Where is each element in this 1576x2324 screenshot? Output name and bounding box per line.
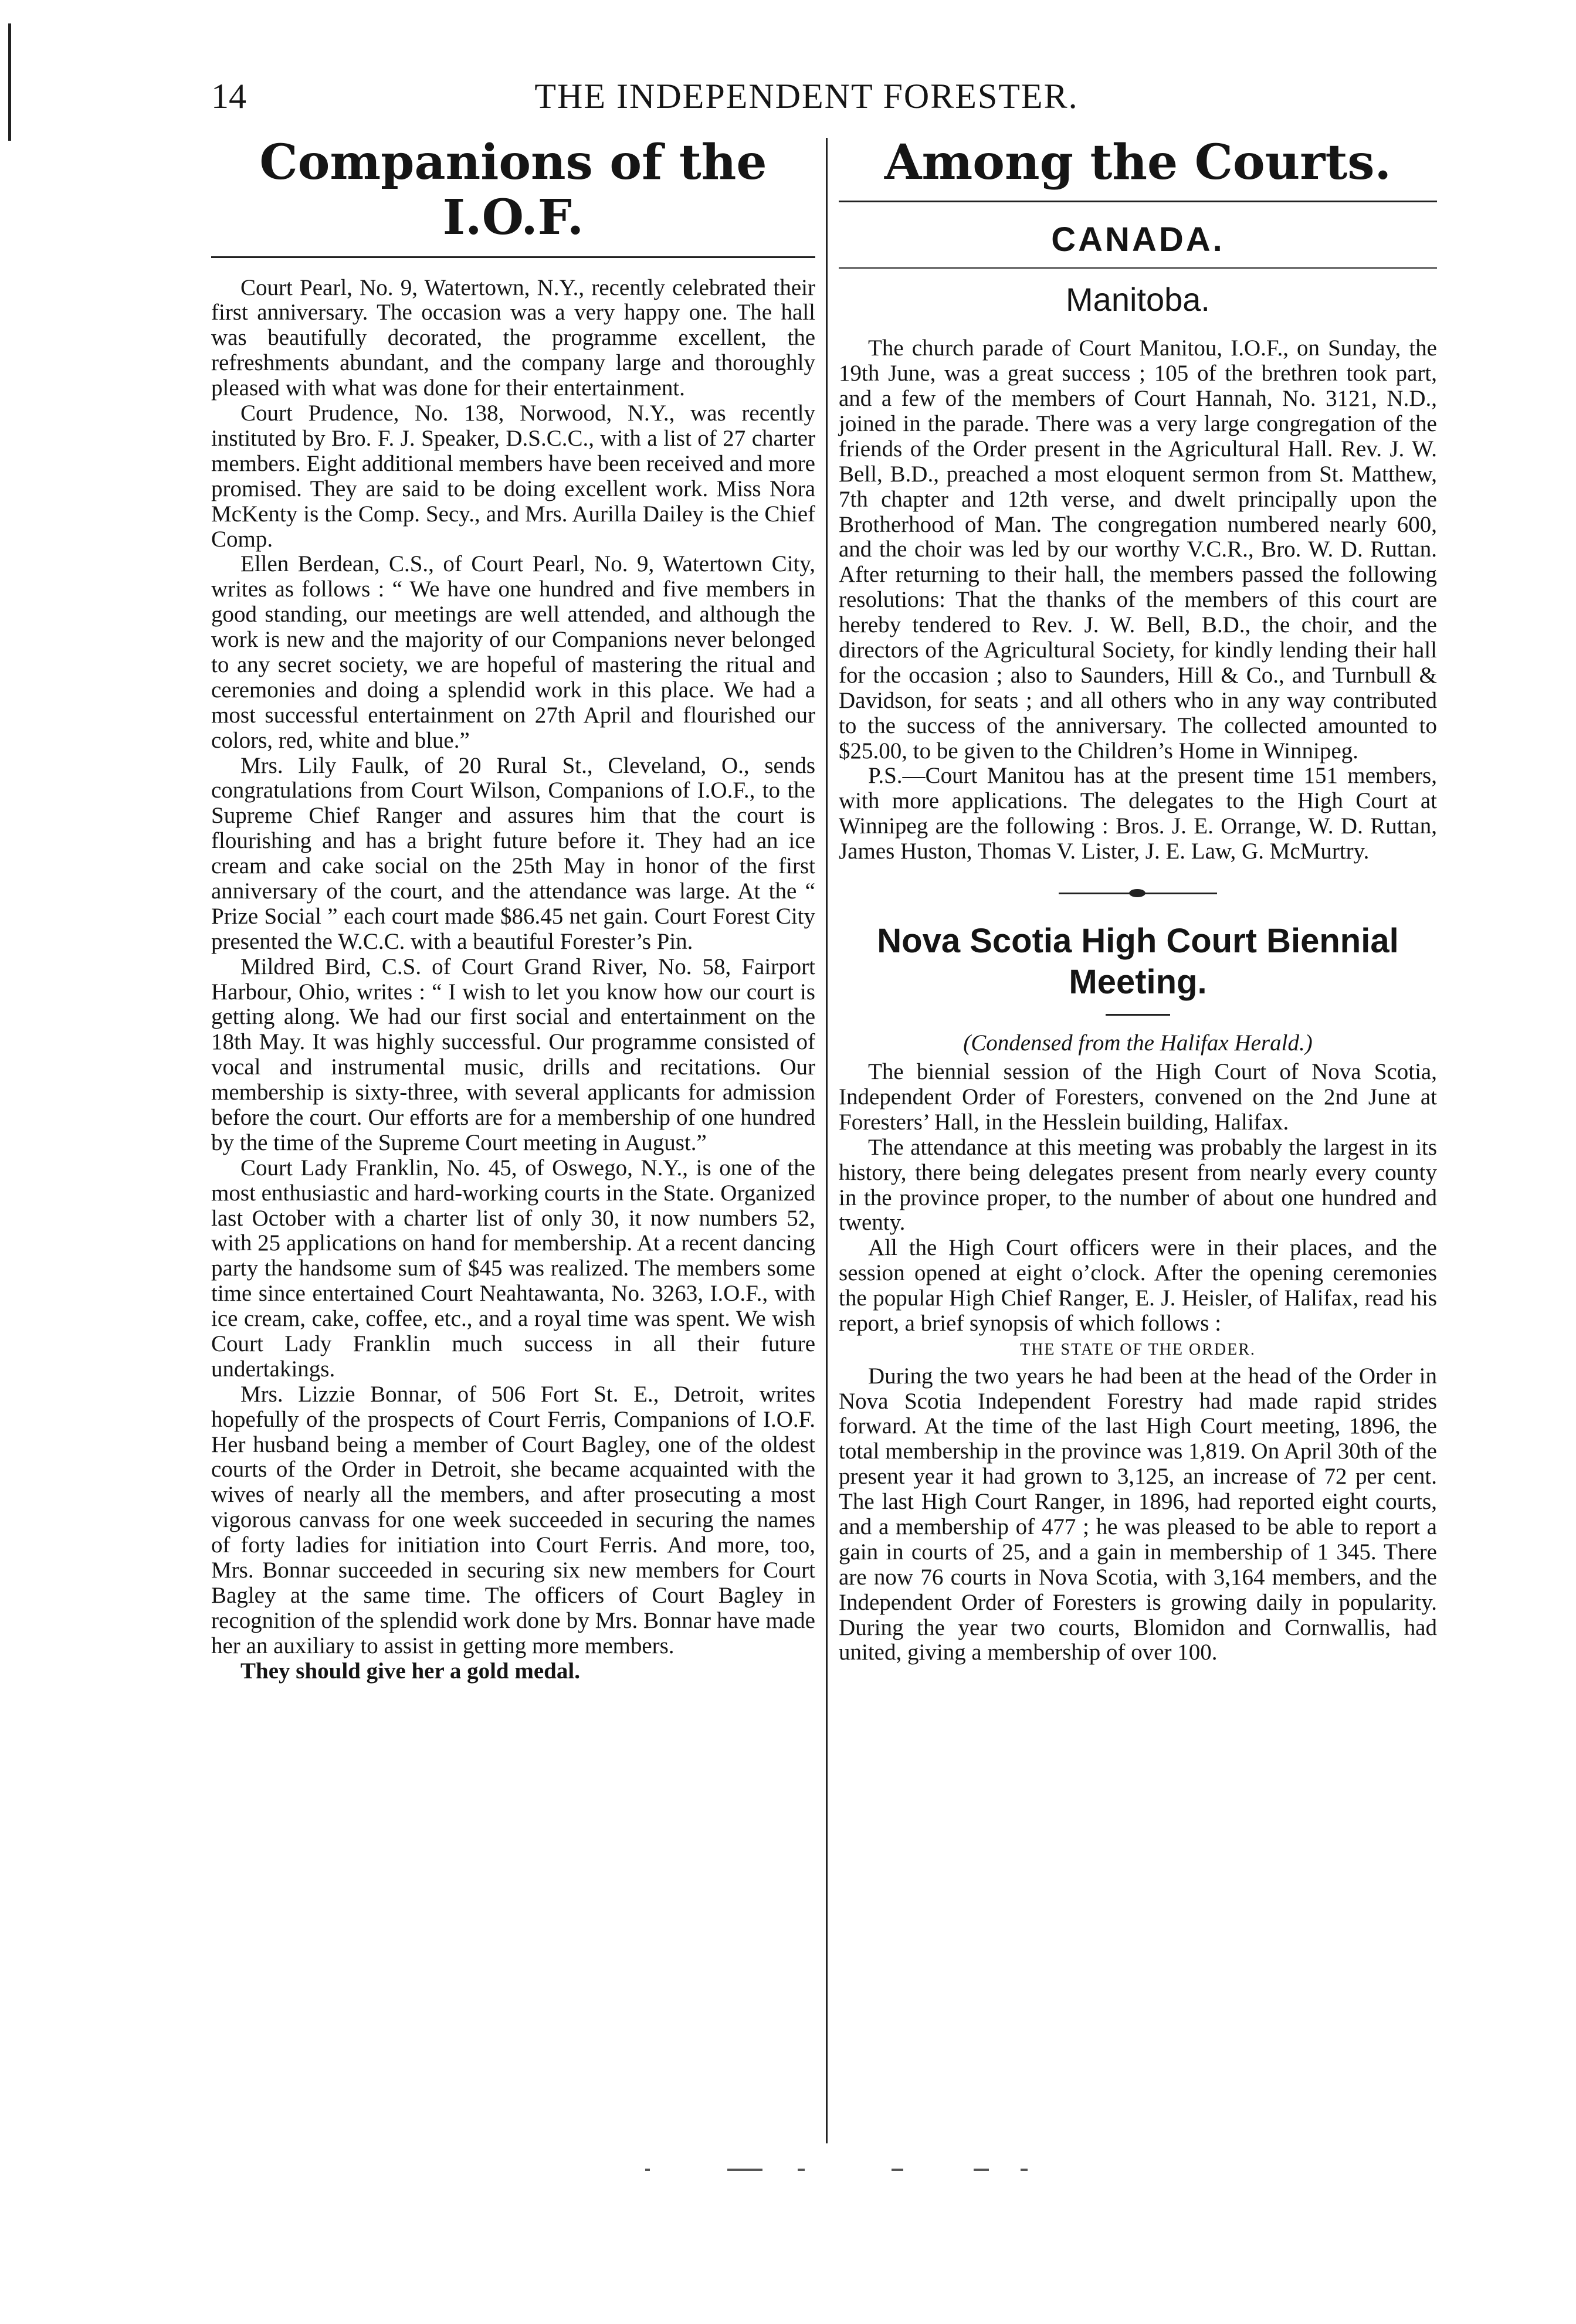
left-column <box>211 135 815 1684</box>
source-credit: (Condensed from the Halifax Herald.) <box>963 1030 1313 1056</box>
subheading-state-of-order: THE STATE OF THE ORDER. <box>1020 1340 1256 1359</box>
ornamental-divider <box>1059 889 1217 897</box>
article-paragraph: The church parade of Court Manitou, I.O.F., on Sunday, the 19th June, was a great success ; 105 of the brethren took part, and a few of the members of Court Hannah, No. 3121, N.D., joined in the parade. There was a very large congregation of the friends of the Order present in the Agricultural Hall. Rev. J. W. Bell, B.D., preached a most eloquent sermon from St. Matthew, 7th chapter and 12th verse, and dwelt principally upon the Brotherhood of Man. The congregation numbered nearly 600, and the choir was led by our worthy V.C.R., Bro. W. D. Ruttan. After returning to their hall, the members passed the following resolutions: That the thanks of the members of this court are hereby tendered to Rev. J. W. Bell, B.D., the choir, and the directors of the Agricultural Society, for kindly lending their hall for the occasion ; also to Saunders, Hill & Co., and Turnbull & Davidson, for seats ; and all others who in any way contributed to the success of the anniversary. The collected amounted to $25.00, to be given to the Children’s Home in Winnipeg. <box>839 335 1437 764</box>
short-rule <box>1106 1014 1170 1016</box>
article-paragraph: The attendance at this meeting was probably the largest in its history, there being delegates present from nearly every county in the province proper, to the number of about one hundred and twenty. <box>839 1134 1437 1236</box>
closing-line: They should give her a gold medal. <box>240 1658 580 1684</box>
article-paragraph: During the two years he had been at the head of the Order in Nova Scotia Independent Forestry had made rapid strides forward. At the time of the last High Court meeting, 1896, the total membership in the province was 1,819. On April 30th of the present year it had grown to 3,125, an increase of 72 per cent. The last High Court Ranger, in 1896, had reported eight courts, and a membership of 477 ; he was pleased to be able to report a gain in courts of 25, and a gain in membership of 1 345. There are now 76 courts in Nova Scotia, with 3,164 members, and the Independent Order of Foresters is growing daily in popularity. During the year two courts, Blomidon and Cornwallis, had united, giving a membership of over 100. <box>839 1363 1437 1665</box>
right-column <box>839 135 1437 1665</box>
article-paragraph: Mildred Bird, C.S. of Court Grand River, No. 58, Fairport Harbour, Ohio, writes : “ I wish to let you know how our court is getting along. We had our first social and entertainment on the 18th May. It was highly successful. Our programme consisted of vocal and instrumental music, drills and recitations. Our membership is sixty-three, with several applicants for admission before the court. Our efforts are for a membership of one hundred by the time of the Supreme Court meeting in August.” <box>211 954 815 1155</box>
article-paragraph: P.S.—Court Manitou has at the present time 151 members, with more applications. The delegates to the High Court at Winnipeg are the following : Bros. J. E. Orrange, W. D. Ruttan, James Huston, Thomas V. Lister, J. E. Law, G. McMurtry. <box>839 763 1437 864</box>
title-rule <box>211 256 815 258</box>
article-heading-nova-scotia: Nova Scotia High Court Biennial Meeting. <box>877 922 1399 1001</box>
article-paragraph: Mrs. Lily Faulk, of 20 Rural St., Cleveland, O., sends congratulations from Court Wilson, Companions of I.O.F., to the Supreme Chief Ranger and assures him that the court is flourishing and has a bright future before it. They had an ice cream and cake social on the 25th May in honor of the first anniversary of the court, and the attendance was large. At the “ Prize Social ” each court made $86.45 net gain. Court Forest City presented the W.C.C. with a beautiful Forester’s Pin. <box>211 752 815 954</box>
column-divider <box>826 138 828 2143</box>
subsection-heading-manitoba: Manitoba. <box>1066 281 1210 318</box>
right-column-title: Among the Courts. <box>884 134 1392 191</box>
title-rule <box>839 201 1437 202</box>
article-paragraph: All the High Court officers were in their places, and the session opened at eight o’clock. After the opening ceremonies the popular High Chief Ranger, E. J. Heisler, of Halifax, read his report, a brief synopsis of which follows : <box>839 1235 1437 1336</box>
running-title: THE INDEPENDENT FORESTER. <box>534 77 1079 116</box>
article-paragraph: Court Prudence, No. 138, Norwood, N.Y., was recently instituted by Bro. F. J. Speaker, D.S.C.C., with a list of 27 charter members. Eight additional members have been received and more promised. They are said to be doing excellent work. Miss Nora McKenty is the Comp. Secy., and Mrs. Aurilla Dailey is the Chief Comp. <box>211 401 815 552</box>
page-header <box>211 76 1402 129</box>
scan-specks <box>645 2164 1220 2176</box>
article-paragraph: Court Lady Franklin, No. 45, of Oswego, N.Y., is one of the most enthusiastic and hard-working courts in the State. Organized last October with a charter list of only 30, it now numbers 52, with 25 applications on hand for membership. At a recent dancing party the handsome sum of $45 was realized. The members some time since entertained Court Neahtawanta, No. 3263, I.O.F., with ice cream, cake, coffee, etc., and a royal time was spent. We wish Court Lady Franklin much success in all their future undertakings. <box>211 1155 815 1382</box>
scan-edge-mark <box>8 23 11 141</box>
left-column-title: Companions of the I.O.F. <box>259 134 767 246</box>
article-paragraph: The biennial session of the High Court of Nova Scotia, Independent Order of Foresters, convened on the 2nd June at Foresters’ Hall, in the Hesslein building, Halifax. <box>839 1059 1437 1135</box>
article-paragraph: Court Pearl, No. 9, Watertown, N.Y., recently celebrated their first anniversary. The occasion was a very happy one. The hall was beautifully decorated, the programme excellent, the refreshments abundant, and the company large and thoroughly pleased with what was done for their entertainment. <box>211 274 815 401</box>
section-heading-canada: CANADA. <box>1051 220 1225 259</box>
section-rule <box>839 267 1437 269</box>
page-number: 14 <box>211 77 246 116</box>
article-paragraph: Mrs. Lizzie Bonnar, of 506 Fort St. E., Detroit, writes hopefully of the prospects of Court Ferris, Companions of I.O.F. Her husband being a member of Court Bagley, one of the oldest courts of the Order in Detroit, she became acquainted with the wives of nearly all the members, and after prosecuting a most vigorous canvass for one week succeeded in securing the names of forty ladies for initiation into Court Ferris. And more, too, Mrs. Bonnar succeeded in securing six new members for Court Bagley at the same time. The officers of Court Bagley in recognition of the splendid work done by Mrs. Bonnar have made her an auxiliary to assist in getting more members. <box>211 1381 815 1658</box>
article-paragraph: Ellen Berdean, C.S., of Court Pearl, No. 9, Watertown City, writes as follows : “ We have one hundred and five members in good standing, our meetings are well attended, and although the work is new and the majority of our Companions never belonged to any secret society, we are hopeful of mastering the ritual and ceremonies and doing a splendid work in this place. We had a most successful entertainment on 27th April and flourished our colors, red, white and blue.” <box>211 551 815 753</box>
